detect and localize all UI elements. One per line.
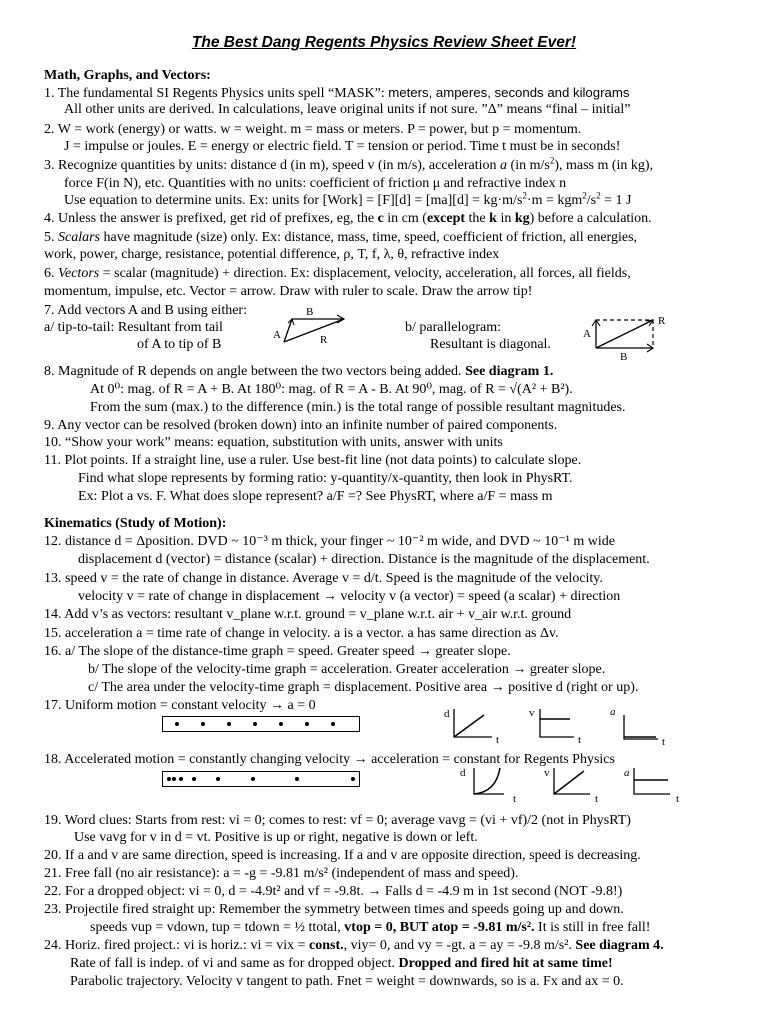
item-7b-line-2: Resultant is diagonal. (430, 337, 551, 352)
label-R: R (658, 315, 666, 327)
svg-text:a: a (624, 767, 630, 779)
item-2-line-1: 2. W = work (energy) or watts. w = weight. m = mass or meters. P = power, but p = momentum. (44, 122, 582, 137)
page-title: The Best Dang Regents Physics Review Sheet Ever! (191, 34, 577, 51)
item-21: 21. Free fall (no air resistance): a = -g = -9.81 m/s² (independent of mass and speed). (44, 866, 519, 881)
item-12-line-2: displacement d (vector) = distance (scalar) + direction. Distance is the magnitude of the displacement. (78, 552, 650, 567)
item-6-line-1: 6. Vectors = scalar (magnitude) + direction. Ex: displacement, velocity, acceleration, all forces, all fields, (44, 266, 631, 281)
svg-text:v: v (544, 767, 550, 779)
item-1-line-2: All other units are derived. In calculations, leave original units if not sure. ”Δ” means “final – initial” (64, 102, 631, 117)
item-24-line-3: Parabolic trajectory. Velocity v tangent to path. Fnet = weight = downwards, so is a. Fx and ax = 0. (70, 974, 624, 989)
item-3-line-3: Use equation to determine units. Ex: units for [Work] = $[F][d] = [ma][d] = kg\cdot m/s^2\cdot m = kgm^2/s^2 = 1$ J (64, 190, 632, 208)
item-14: 14. Add v’s as vectors: resultant v_plane w.r.t. ground = v_plane w.r.t. air + v_air w.r.t. ground (44, 607, 572, 622)
item-15: 15. acceleration a = time rate of change in velocity. a is a vector. a has same direction as Δv. (44, 626, 559, 641)
item-3-line-1: 3. Recognize quantities by units: distance d (in m), speed v (in m/s), acceleration a (in $m/s^2$), mass m (in kg), (44, 155, 654, 173)
label-R: R (320, 334, 328, 346)
svg-text:d: d (460, 767, 466, 779)
svg-text:v: v (529, 707, 535, 719)
svg-text:t: t (662, 736, 666, 748)
item-6-line-2: momentum, impulse, etc. Vector = arrow. Draw with ruler to scale. Draw the arrow tip! (44, 284, 533, 299)
item-8-line-1: 8. Magnitude of R depends on angle between the two vectors being added. See diagram 1. (44, 364, 554, 379)
item-4: 4. Unless the answer is prefixed, get rid of prefixes, eg, the c in cm (except the k in kg) before a calculation. (44, 211, 652, 226)
uniform-motion-graphs (440, 703, 680, 748)
item-7a-line-2: of A to tip of B (137, 337, 222, 352)
item-8-line-3: From the sum (max.) to the difference (min.) is the total range of possible resultant magnitudes. (90, 400, 626, 415)
svg-text:t: t (578, 734, 582, 746)
section-heading-math: Math, Graphs, and Vectors: (44, 68, 211, 83)
item-16-line-3: c/ The area under the velocity-time graph = displacement. Positive area → positive d (right or up). (88, 680, 639, 695)
item-11-line-1: 11. Plot points. If a straight line, use a ruler. Use best-fit line (not data points) to calculate slope. (44, 453, 582, 468)
item-10: 10. “Show your work” means: equation, substitution with units, answer with units (44, 435, 503, 450)
label-B: B (620, 351, 628, 363)
svg-text:a: a (610, 706, 616, 718)
label-A: A (583, 328, 591, 340)
item-19-line-1: 19. Word clues: Starts from rest: vi = 0; comes to rest: vf = 0; average vavg = (vi + vf)/2 (not in PhysRT) (44, 813, 631, 828)
item-11-line-2: Find what slope represents by forming ratio: y-quantity/x-quantity, then look in PhysRT. (78, 471, 573, 486)
item-16-line-1: 16. a/ The slope of the distance-time graph = speed. Greater speed → greater slope. (44, 644, 511, 659)
label-B: B (306, 306, 314, 318)
item-23-line-2: speeds vup = vdown, tup = tdown = ½ ttotal, vtop = 0, BUT atop = -9.81 m/s². It is still in free fall! (90, 920, 651, 935)
item-17: 17. Uniform motion = constant velocity → a = 0 (44, 698, 316, 713)
item-13-line-2: velocity v = rate of change in displacement → velocity v (a vector) = speed (a scalar) + direction (78, 589, 621, 604)
item-23-line-1: 23. Projectile fired straight up: Remember the symmetry between times and speeds going up and down. (44, 902, 624, 917)
item-1-line-1: 1. The fundamental SI Regents Physics units spell “MASK”: meters, amperes, seconds and kilograms (44, 85, 630, 101)
item-7: 7. Add vectors A and B using either: (44, 303, 247, 318)
accelerated-motion-dot-pattern (162, 771, 360, 787)
section-heading-kinematics: Kinematics (Study of Motion): (44, 516, 227, 531)
item-24-line-1: 24. Horiz. fired project.: vi is horiz.: vi = vix = const., viy= 0, and vy = -gt. a = ay = -9.8 m/s². See diagram 4. (44, 938, 664, 953)
item-13-line-1: 13. speed v = the rate of change in distance. Average v = d/t. Speed is the magnitude of the velocity. (44, 571, 603, 586)
item-5-line-1: 5. Scalars have magnitude (size) only. Ex: distance, mass, time, speed, coefficient of friction, all energies, (44, 230, 638, 245)
tip-to-tail-vector-diagram (273, 305, 360, 350)
svg-text:t: t (676, 793, 680, 805)
item-9: 9. Any vector can be resolved (broken down) into an infinite number of paired components. (44, 418, 558, 433)
item-22: 22. For a dropped object: vi = 0, d = -4.9t² and vf = -9.8t. → Falls d = -4.9 m in 1st second (NOT -9.8!) (44, 884, 623, 899)
item-19-line-2: Use vavg for v in d = vt. Positive is up or right, negative is down or left. (74, 830, 478, 845)
item-24-line-2: Rate of fall is indep. of vi and same as for dropped object. Dropped and fired hit at same time! (70, 956, 613, 971)
item-20: 20. If a and v are same direction, speed is increasing. If a and v are opposite direction, speed is decreasing. (44, 848, 641, 863)
item-7b-line-1: b/ parallelogram: (405, 320, 502, 335)
svg-text:t: t (496, 734, 500, 746)
item-5-line-2: work, power, charge, resistance, potential difference, ρ, T, f, λ, θ, refractive index (44, 247, 500, 262)
item-12-line-1: 12. distance d = Δposition. DVD ~ 10⁻³ m thick, your finger ~ 10⁻² m wide, and DVD ~ 10⁻¹ m wide (44, 534, 615, 549)
label-A: A (273, 329, 281, 341)
accelerated-motion-graphs (440, 762, 680, 807)
item-2-line-2: J = impulse or joules. E = energy or electric field. T = tension or period. Time t must be in seconds! (64, 139, 621, 154)
item-16-line-2: b/ The slope of the velocity-time graph = acceleration. Greater acceleration → greater slope. (88, 662, 606, 677)
item-11-line-3: Ex: Plot a vs. F. What does slope represent? a/F =? See PhysRT, where a/F = mass m (78, 489, 553, 504)
parallelogram-vector-diagram (580, 310, 670, 363)
item-7a-line-1: a/ tip-to-tail: Resultant from tail (44, 320, 223, 335)
item-3-line-2: force F(in N), etc. Quantities with no units: coefficient of friction μ and refractive index n (64, 176, 567, 191)
svg-text:t: t (513, 793, 517, 805)
item-18: 18. Accelerated motion = constantly changing velocity → acceleration = constant for Regents Physics (44, 752, 615, 767)
svg-text:t: t (595, 793, 599, 805)
uniform-motion-dot-pattern (162, 716, 360, 732)
item-8-line-2: At 0⁰: mag. of R = A + B. At 180⁰: mag. of R = A - B. At 90⁰, mag. of R = √(A² + B²). (90, 382, 573, 397)
svg-text:d: d (444, 708, 450, 720)
